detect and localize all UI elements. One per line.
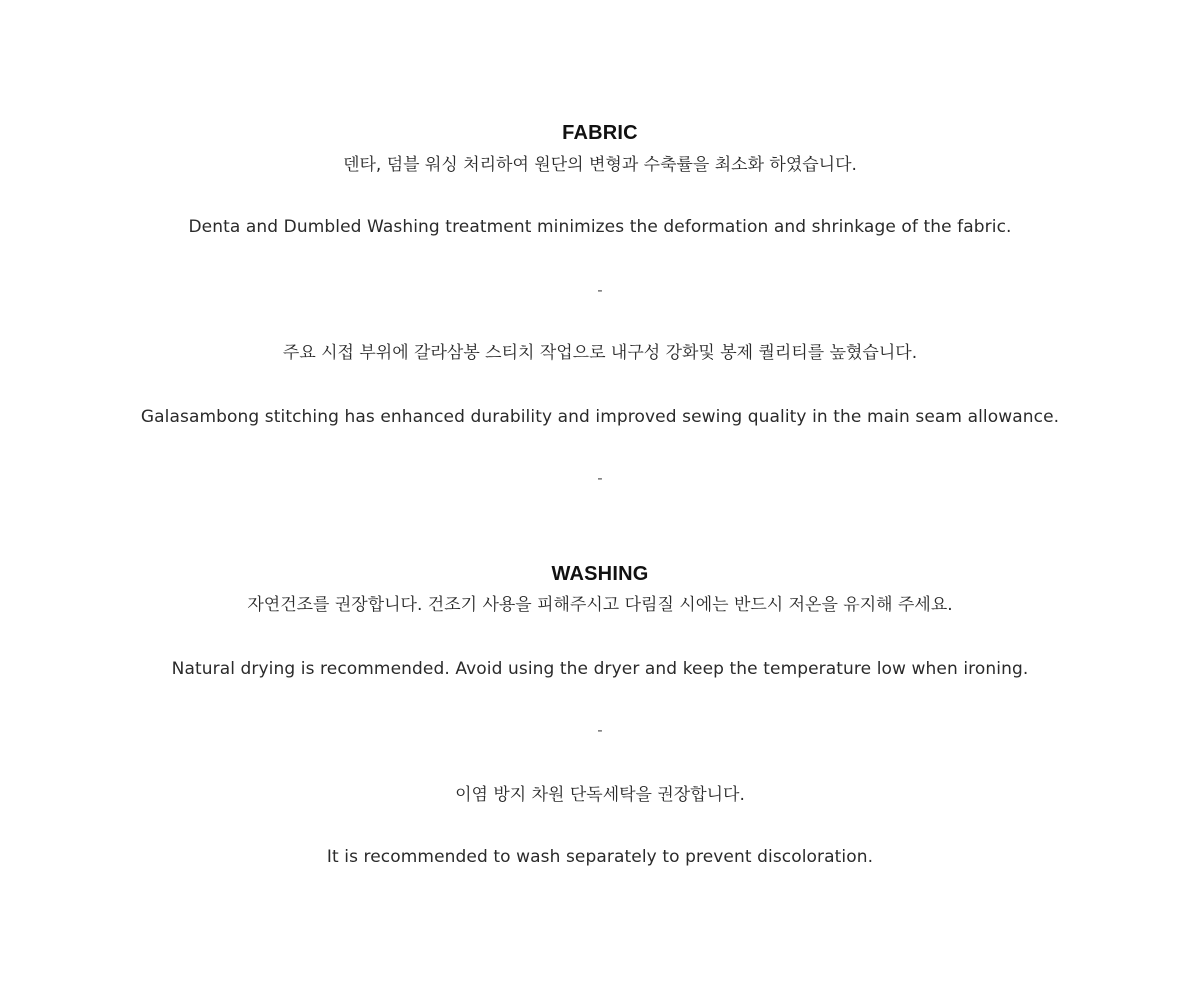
- fabric-text-en-2: Galasambong stitching has enhanced durability and improved sewing quality in the main seam allowance.: [140, 407, 1060, 427]
- washing-separator-1: -: [597, 721, 603, 739]
- washing-text-en-1: Natural drying is recommended. Avoid using the dryer and keep the temperature low when ironing.: [171, 659, 1029, 679]
- washing-text-ko-1: 자연건조를 권장합니다. 건조기 사용을 피해주시고 다림질 시에는 반드시 저온을 유지해 주세요.: [247, 595, 953, 615]
- fabric-text-ko-1: 덴타, 덤블 워싱 처리하여 원단의 변형과 수축률을 최소화 하였습니다.: [343, 155, 857, 175]
- fabric-separator-1: -: [597, 281, 603, 299]
- washing-text-en-2: It is recommended to wash separately to prevent discoloration.: [326, 847, 874, 867]
- washing-heading: WASHING: [551, 563, 649, 585]
- fabric-text-ko-2: 주요 시접 부위에 갈라삼봉 스티치 작업으로 내구성 강화및 봉제 퀄리티를 높혔습니다.: [282, 343, 918, 363]
- fabric-separator-2: -: [597, 469, 603, 487]
- fabric-text-en-1: Denta and Dumbled Washing treatment minimizes the deformation and shrinkage of the fabric.: [188, 217, 1012, 237]
- washing-text-ko-2: 이염 방지 차원 단독세탁을 권장합니다.: [455, 785, 745, 805]
- fabric-heading: FABRIC: [562, 122, 638, 144]
